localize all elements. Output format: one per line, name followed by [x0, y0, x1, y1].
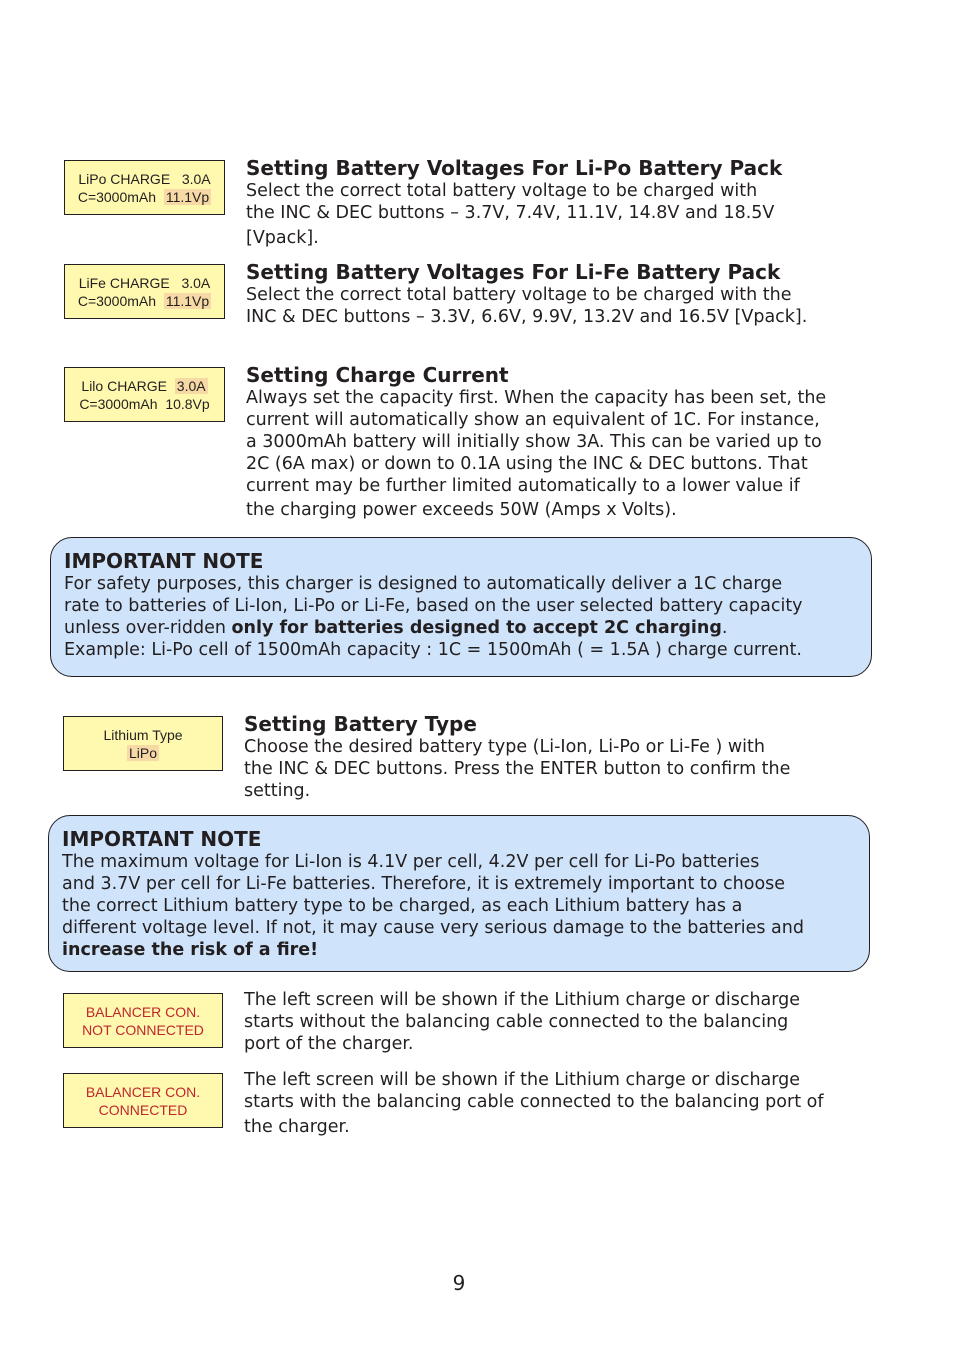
section-title: Setting Battery Type [244, 712, 477, 736]
lcd-lithium-type-screen [63, 716, 223, 771]
lcd-highlight-value: 3.0A [176, 377, 206, 394]
lcd-highlight-value: LiPo [128, 744, 158, 761]
lcd-line-2: C=3000mAh 11.1Vp [77, 188, 210, 205]
lcd-line-1: LiFe CHARGE 3.0A [78, 274, 211, 291]
body-line: setting. [244, 781, 311, 801]
lcd-line-2: NOT CONNECTED [82, 1021, 204, 1038]
lcd-line-2: CONNECTED [98, 1101, 188, 1118]
body-line: 2C (6A max) or down to 0.1A using the INC & DEC buttons. That [246, 454, 808, 474]
body-line: Select the correct total battery voltage to be charged with [246, 181, 758, 201]
lcd-life-charge-screen [64, 264, 225, 319]
note-line: and 3.7V per cell for Li-Fe batteries. Therefore, it is extremely important to choose [62, 874, 786, 894]
lcd-highlight-value: 11.1Vp [165, 188, 210, 205]
body-line: the charging power exceeds 50W (Amps x Volts). [246, 500, 677, 520]
note-line [62, 939, 856, 961]
note-title: IMPORTANT NOTE [64, 549, 264, 573]
body-line: Always set the capacity first. When the capacity has been set, the [246, 388, 827, 408]
section-lipo-voltage [246, 157, 886, 249]
body-line: the charger. [244, 1117, 350, 1137]
lcd-lilo-charge-screen [64, 367, 225, 422]
lcd-line-1: BALANCER CON. [85, 1083, 201, 1100]
important-note-max-voltage [48, 815, 870, 972]
note-line: Example: Li-Po cell of 1500mAh capacity : 1C = 1500mAh ( = 1.5A ) charge current. [64, 640, 802, 660]
section-title: Setting Charge Current [246, 363, 509, 387]
important-note-charge-rate [50, 537, 872, 677]
body-line: starts without the balancing cable connected to the balancing [244, 1012, 789, 1032]
lcd-line-2: C=3000mAh 10.8Vp [79, 395, 210, 412]
lcd-line-1: LiPo CHARGE 3.0A [78, 170, 211, 187]
body-line: the INC & DEC buttons. Press the ENTER button to confirm the [244, 759, 791, 779]
note-line: rate to batteries of Li-Ion, Li-Po or Li-Fe, based on the user selected battery capacity [64, 596, 803, 616]
lcd-line-1: BALANCER CON. [85, 1003, 201, 1020]
note-line: The maximum voltage for Li-Ion is 4.1V per cell, 4.2V per cell for Li-Po batteries [62, 852, 760, 872]
lcd-balancer-connected-screen [63, 1073, 223, 1128]
section-title: Setting Battery Voltages For Li-Po Battery Pack [246, 156, 783, 180]
body-line: a 3000mAh battery will initially show 3A. This can be varied up to [246, 432, 822, 452]
note-line: different voltage level. If not, it may cause very serious damage to the batteries and [62, 918, 804, 938]
lcd-line-1: Lilo CHARGE 3.0A [81, 377, 206, 394]
lcd-line-2 [64, 744, 222, 762]
section-battery-type [244, 713, 884, 802]
body-line: current will automatically show an equivalent of 1C. For instance, [246, 410, 820, 430]
note-emphasis: increase the risk of a fire! [62, 940, 319, 960]
body-line: Select the correct total battery voltage to be charged with the [246, 285, 792, 305]
body-line: INC & DEC buttons – 3.3V, 6.6V, 9.9V, 13.2V and 16.5V [Vpack]. [246, 307, 808, 327]
body-line: current may be further limited automatically to a lower value if [246, 476, 800, 496]
page-number: 9 [452, 1271, 466, 1295]
body-line: [Vpack]. [246, 228, 319, 248]
body-line: starts with the balancing cable connected to the balancing port of [244, 1092, 824, 1112]
lcd-highlight-value: 11.1Vp [165, 292, 210, 309]
lcd-line-2: C=3000mAh 11.1Vp [77, 292, 210, 309]
lcd-line-1: Lithium Type [103, 726, 183, 743]
section-life-voltage [246, 261, 886, 328]
lcd-lipo-charge-screen [64, 160, 225, 215]
note-line: For safety purposes, this charger is designed to automatically deliver a 1C charge [64, 574, 783, 594]
body-line: The left screen will be shown if the Lithium charge or discharge [244, 990, 801, 1010]
body-line: the INC & DEC buttons – 3.7V, 7.4V, 11.1V, 14.8V and 18.5V [246, 203, 775, 223]
body-line: Choose the desired battery type (Li-Ion, Li-Po or Li-Fe ) with [244, 737, 765, 757]
lcd-balancer-not-connected-screen [63, 993, 223, 1048]
note-title: IMPORTANT NOTE [62, 827, 262, 851]
note-line: the correct Lithium battery type to be charged, as each Lithium battery has a [62, 896, 743, 916]
section-balancer-connected [244, 1069, 884, 1138]
body-line: port of the charger. [244, 1034, 414, 1054]
note-emphasis: only for batteries designed to accept 2C charging [231, 618, 722, 638]
body-line: The left screen will be shown if the Lithium charge or discharge [244, 1070, 801, 1090]
section-charge-current [246, 364, 886, 521]
section-balancer-not-connected [244, 989, 884, 1055]
section-title: Setting Battery Voltages For Li-Fe Battery Pack [246, 260, 781, 284]
note-line: unless over-ridden only for batteries designed to accept 2C charging. [64, 618, 728, 638]
